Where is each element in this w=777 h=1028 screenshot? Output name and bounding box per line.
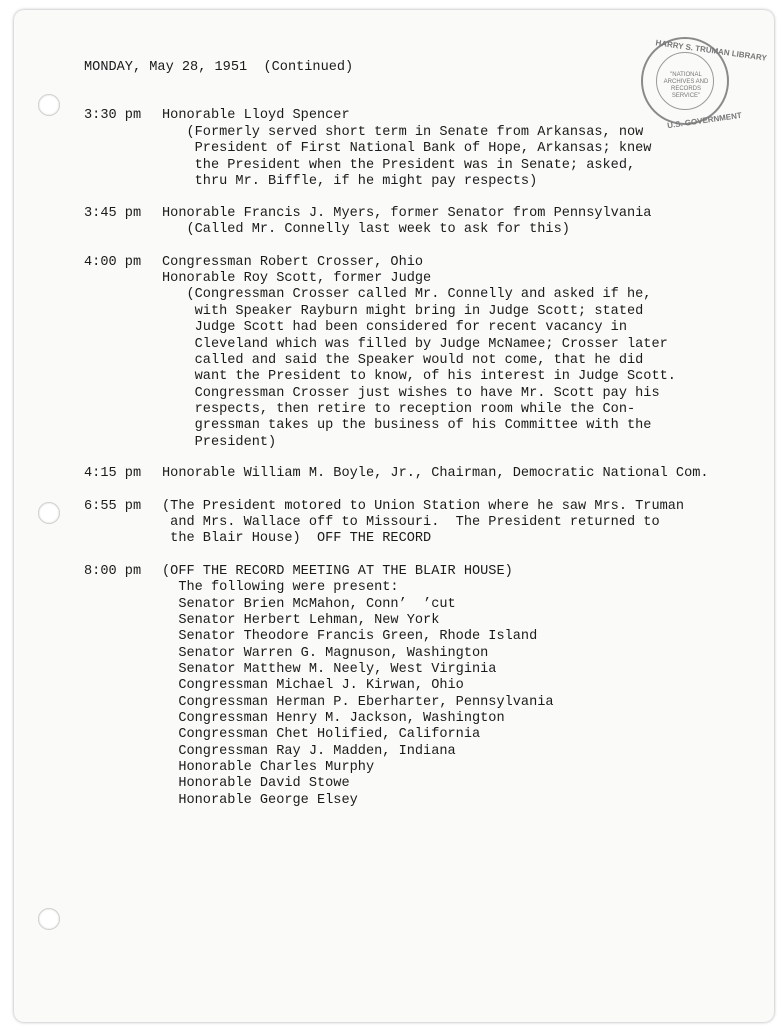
entry-line: Judge Scott had been considered for recent vacancy in [162, 320, 627, 335]
entry-line: the President when the President was in Senate; asked, [162, 158, 636, 173]
entry-time: 3:45 pm [84, 206, 142, 221]
entry-line: Honorable Roy Scott, former Judge [162, 271, 432, 286]
entry-line: President of First National Bank of Hope, Arkansas; knew [162, 141, 652, 156]
entry-line: thru Mr. Biffle, if he might pay respects) [162, 174, 538, 189]
attendee-line: Congressman Chet Holified, California [162, 727, 481, 742]
entry-line: (OFF THE RECORD MEETING AT THE BLAIR HOUSE) [162, 564, 513, 579]
stamp-center-line: "NATIONAL [670, 72, 702, 78]
entry-line: (Called Mr. Connelly last week to ask for this) [162, 222, 570, 237]
entry-line: the Blair House) OFF THE RECORD [162, 531, 432, 546]
entry-line: Congressman Crosser just wishes to have Mr. Scott pay his [162, 386, 660, 401]
attendee-line: Congressman Michael J. Kirwan, Ohio [162, 678, 464, 693]
entry-line: Honorable Lloyd Spencer [162, 108, 350, 123]
stamp-center-line: SERVICE" [671, 93, 701, 99]
punch-hole [38, 502, 60, 524]
punch-hole [38, 94, 60, 116]
attendee-line: Senator Theodore Francis Green, Rhode Island [162, 629, 538, 644]
document-page [14, 10, 774, 1022]
entry-line: (Congressman Crosser called Mr. Connelly and asked if he, [162, 287, 652, 302]
entry-line: (The President motored to Union Station where he saw Mrs. Truman [162, 499, 685, 514]
attendee-line: Senator Warren G. Magnuson, Washington [162, 646, 489, 661]
stamp-center-text [659, 72, 713, 100]
entry-time: 4:00 pm [84, 255, 142, 270]
attendee-line: Honorable George Elsey [162, 793, 358, 808]
entry-time: 8:00 pm [84, 564, 142, 579]
entry-line: (Formerly served short term in Senate from Arkansas, now [162, 125, 644, 140]
punch-hole [38, 908, 60, 930]
entry-time: 6:55 pm [84, 499, 142, 514]
archive-stamp [641, 37, 768, 131]
entry-line: gressman takes up the business of his Committee with the [162, 418, 652, 433]
stamp-center-line: ARCHIVES AND [663, 79, 709, 85]
entry-line: with Speaker Rayburn might bring in Judge Scott; stated [162, 304, 644, 319]
attendee-line: Senator Matthew M. Neely, West Virginia [162, 662, 497, 677]
attendee-line: Senator Brien McMahon, Conn’ ’cut [162, 597, 456, 612]
attendee-line: Congressman Henry M. Jackson, Washington [162, 711, 505, 726]
attendee-line: Senator Herbert Lehman, New York [162, 613, 440, 628]
attendee-line: Congressman Herman P. Eberharter, Pennsylvania [162, 695, 554, 710]
entry-line: Cleveland which was filled by Judge McNamee; Crosser later [162, 337, 668, 352]
attendee-line: Honorable David Stowe [162, 776, 350, 791]
page-header: MONDAY, May 28, 1951 (Continued) [84, 60, 354, 75]
stamp-center-line: RECORDS [670, 86, 701, 92]
entry-line: Congressman Robert Crosser, Ohio [162, 255, 424, 270]
stamp-top-text: HARRY S. TRUMAN LIBRARY [655, 38, 768, 63]
entry-time: 3:30 pm [84, 108, 142, 123]
entry-line: Honorable William M. Boyle, Jr., Chairman, Democratic National Com. [162, 466, 709, 481]
entry-line: Honorable Francis J. Myers, former Senator from Pennsylvania [162, 206, 652, 221]
attendee-line: Congressman Ray J. Madden, Indiana [162, 744, 456, 759]
entry-line: President) [162, 435, 277, 450]
stamp-bottom-text: U.S. GOVERNMENT [666, 110, 743, 131]
entry-line: respects, then retire to reception room while the Con- [162, 402, 636, 417]
entry-time: 4:15 pm [84, 466, 142, 481]
entry-line: want the President to know, of his interest in Judge Scott. [162, 369, 676, 384]
attendee-line: Honorable Charles Murphy [162, 760, 375, 775]
entry-line: and Mrs. Wallace off to Missouri. The President returned to [162, 515, 660, 530]
attendee-line: The following were present: [162, 580, 399, 595]
entry-line: called and said the Speaker would not come, that he did [162, 353, 644, 368]
